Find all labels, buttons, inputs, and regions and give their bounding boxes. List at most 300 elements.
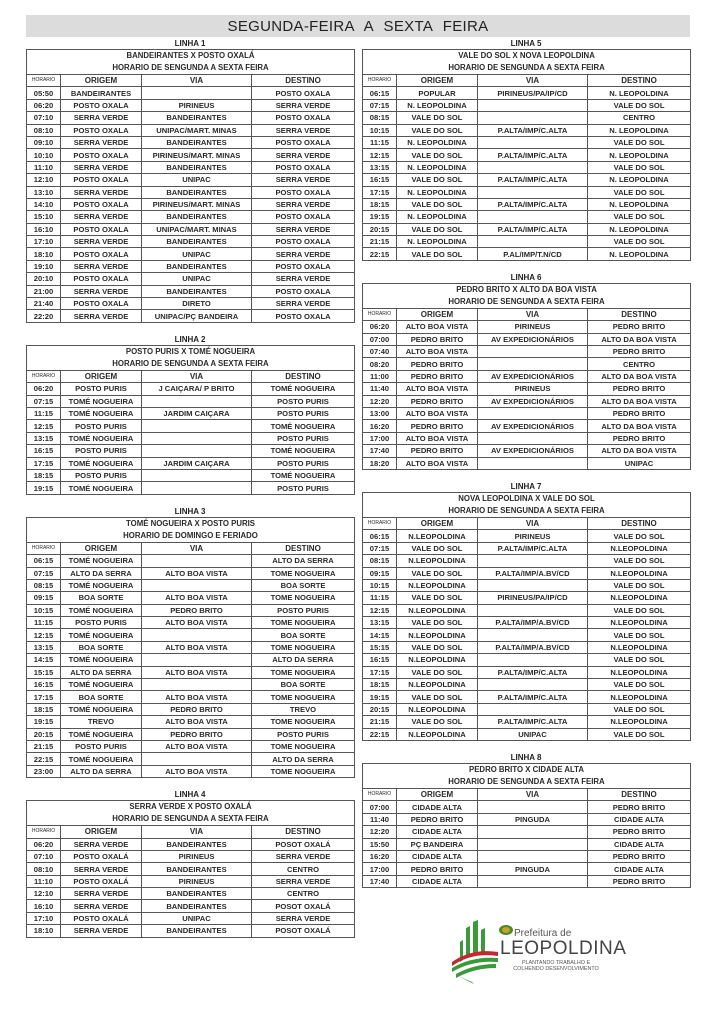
cell-horario: 16:15 xyxy=(363,654,397,666)
col-header-origem: ORIGEM xyxy=(61,370,142,382)
cell-origem: BOA SORTE xyxy=(61,691,142,703)
cell-via: J CAIÇARA/ P BRITO xyxy=(142,383,252,395)
cell-horario: 15:50 xyxy=(363,838,397,850)
cell-via: P.ALTA/IMP/A.BV/CD xyxy=(478,617,588,629)
cell-origem: ALTO DA SERRA xyxy=(61,765,142,777)
table-row xyxy=(27,186,355,198)
cell-origem: POPULAR xyxy=(397,87,478,99)
cell-horario: 11:40 xyxy=(363,813,397,825)
cell-via: AV EXPEDICIONÁRIOS xyxy=(478,333,588,345)
cell-destino: N.LEOPOLDINA xyxy=(588,666,691,678)
table-row xyxy=(363,99,691,111)
cell-destino: POSOT OXALÁ xyxy=(252,900,355,912)
cell-via xyxy=(478,236,588,248)
table-row xyxy=(363,813,691,825)
cell-via: ALTO BOA VISTA xyxy=(142,592,252,604)
linha-8-section xyxy=(362,752,690,888)
cell-destino: VALE DO SOL xyxy=(588,604,691,616)
table-row xyxy=(27,875,355,887)
cell-origem: POSTO PURIS xyxy=(61,383,142,395)
cell-horario: 16:15 xyxy=(363,174,397,186)
cell-destino: POSTO PURIS xyxy=(252,395,355,407)
cell-via: BANDEIRANTES xyxy=(142,161,252,173)
cell-origem: POSTO OXALA xyxy=(61,99,142,111)
cell-horario: 17:40 xyxy=(363,445,397,457)
cell-via: UNIPAC/MART. MINAS xyxy=(142,223,252,235)
cell-destino: CENTRO xyxy=(588,112,691,124)
linha-label: LINHA 4 xyxy=(174,790,206,800)
cell-via: BANDEIRANTES xyxy=(142,900,252,912)
cell-origem: POSTO PURIS xyxy=(61,740,142,752)
cell-horario: 11:15 xyxy=(27,617,61,629)
cell-horario: 17:15 xyxy=(363,186,397,198)
cell-horario: 16:10 xyxy=(27,223,61,235)
cell-destino: N. LEOPOLDINA xyxy=(588,248,691,260)
cell-destino: VALE DO SOL xyxy=(588,161,691,173)
table-row xyxy=(27,149,355,161)
schedule-period: HORARIO DE SENGUNDA A SEXTA FEIRA xyxy=(27,813,355,826)
cell-horario: 19:15 xyxy=(27,482,61,494)
cell-origem: TOMÉ NOGUEIRA xyxy=(61,629,142,641)
cell-horario: 17:10 xyxy=(27,236,61,248)
linha-label: LINHA 6 xyxy=(510,272,542,282)
cell-origem: POSTO OXALA xyxy=(61,248,142,260)
cell-via: PIRINEUS/PA/IP/CD xyxy=(478,592,588,604)
cell-origem: N.LEOPOLDINA xyxy=(397,579,478,591)
cell-destino: N.LEOPOLDINA xyxy=(588,716,691,728)
cell-destino: N. LEOPOLDINA xyxy=(588,223,691,235)
linha-label: LINHA 1 xyxy=(174,39,206,48)
schedule-table xyxy=(362,763,691,888)
col-header-destino: DESTINO xyxy=(252,542,355,554)
table-row xyxy=(27,236,355,248)
cell-destino: VALE DO SOL xyxy=(588,654,691,666)
cell-origem: SERRA VERDE xyxy=(61,211,142,223)
cell-horario: 06:20 xyxy=(27,383,61,395)
cell-origem: SERRA VERDE xyxy=(61,310,142,322)
table-row xyxy=(363,445,691,457)
cell-destino: ALTO DA BOA VISTA xyxy=(588,445,691,457)
cell-origem: ALTO BOA VISTA xyxy=(397,346,478,358)
cell-via xyxy=(478,358,588,370)
cell-via: ALTO BOA VISTA xyxy=(142,691,252,703)
cell-via xyxy=(142,679,252,691)
cell-horario: 08:20 xyxy=(363,358,397,370)
table-row xyxy=(27,604,355,616)
cell-via: ALTO BOA VISTA xyxy=(142,641,252,653)
cell-destino: SERRA VERDE xyxy=(252,198,355,210)
schedule-table xyxy=(26,800,355,938)
cell-origem: PEDRO BRITO xyxy=(397,370,478,382)
cell-via: ALTO BOA VISTA xyxy=(142,765,252,777)
cell-horario: 19:15 xyxy=(27,716,61,728)
col-header-via: VIA xyxy=(478,308,588,320)
cell-destino: N.LEOPOLDINA xyxy=(588,592,691,604)
cell-via: PEDRO BRITO xyxy=(142,728,252,740)
cell-horario: 18:10 xyxy=(27,925,61,937)
route-title: PEDRO BRITO X CIDADE ALTA xyxy=(363,763,691,776)
cell-via xyxy=(478,801,588,813)
cell-horario: 06:15 xyxy=(27,555,61,567)
cell-horario: 14:10 xyxy=(27,198,61,210)
table-row xyxy=(27,273,355,285)
cell-destino: SERRA VERDE xyxy=(252,912,355,924)
schedule-period: HORARIO DE SENGUNDA A SEXTA FEIRA xyxy=(363,62,691,75)
col-header-origem: ORIGEM xyxy=(61,826,142,838)
table-row xyxy=(363,555,691,567)
cell-origem: POSTO OXALA xyxy=(61,273,142,285)
cell-destino: VALE DO SOL xyxy=(588,99,691,111)
cell-destino: N. LEOPOLDINA xyxy=(588,124,691,136)
cell-via: AV EXPEDICIONÁRIOS xyxy=(478,420,588,432)
col-header-destino: DESTINO xyxy=(252,370,355,382)
table-row xyxy=(363,358,691,370)
cell-origem: TOMÉ NOGUEIRA xyxy=(61,679,142,691)
cell-origem: POSTO PURIS xyxy=(61,617,142,629)
cell-destino: TOME NOGUEIRA xyxy=(252,765,355,777)
col-header-horario: HORARIO xyxy=(27,542,61,554)
cell-origem: VALE DO SOL xyxy=(397,617,478,629)
linha-5-section xyxy=(362,38,690,261)
cell-horario: 07:40 xyxy=(363,346,397,358)
cell-destino: TOMÉ NOGUEIRA xyxy=(252,445,355,457)
cell-via: P.ALTA/IMP/C.ALTA xyxy=(478,198,588,210)
col-header-destino: DESTINO xyxy=(588,75,691,87)
cell-origem: TOMÉ NOGUEIRA xyxy=(61,395,142,407)
column-header-row xyxy=(363,517,691,529)
cell-via xyxy=(478,838,588,850)
cell-destino: TOME NOGUEIRA xyxy=(252,740,355,752)
cell-via xyxy=(478,703,588,715)
table-row xyxy=(363,370,691,382)
cell-destino: POSTO OXALA xyxy=(252,260,355,272)
cell-origem: POSTO PURIS xyxy=(61,445,142,457)
cell-via xyxy=(478,654,588,666)
cell-via: UNIPAC/MART. MINAS xyxy=(142,124,252,136)
table-row xyxy=(363,236,691,248)
cell-horario: 18:15 xyxy=(27,703,61,715)
cell-via: PIRINEUS xyxy=(478,530,588,542)
cell-horario: 15:15 xyxy=(27,666,61,678)
column-header-row xyxy=(27,542,355,554)
cell-horario: 07:10 xyxy=(27,850,61,862)
table-row xyxy=(363,826,691,838)
table-row xyxy=(363,542,691,554)
cell-destino: SERRA VERDE xyxy=(252,875,355,887)
cell-horario: 12:10 xyxy=(27,174,61,186)
table-row xyxy=(27,383,355,395)
linha-4-section xyxy=(26,789,354,938)
cell-destino: TOMÉ NOGUEIRA xyxy=(252,383,355,395)
cell-destino: ALTO DA BOA VISTA xyxy=(588,395,691,407)
cell-horario: 09:15 xyxy=(27,592,61,604)
cell-horario: 10:15 xyxy=(363,124,397,136)
table-row xyxy=(27,457,355,469)
right-column xyxy=(362,38,690,888)
cell-via xyxy=(142,432,252,444)
route-title: NOVA LEOPOLDINA X VALE DO SOL xyxy=(363,492,691,505)
table-row xyxy=(27,838,355,850)
cell-via: ALTO BOA VISTA xyxy=(142,740,252,752)
cell-destino: POSTO OXALA xyxy=(252,310,355,322)
cell-via xyxy=(478,161,588,173)
table-row xyxy=(363,149,691,161)
table-row xyxy=(27,728,355,740)
table-row xyxy=(363,124,691,136)
cell-horario: 23:00 xyxy=(27,765,61,777)
cell-origem: N. LEOPOLDINA xyxy=(397,99,478,111)
cell-via xyxy=(478,850,588,862)
cell-origem: SERRA VERDE xyxy=(61,863,142,875)
cell-destino: POSTO OXALA xyxy=(252,136,355,148)
cell-via: BANDEIRANTES xyxy=(142,260,252,272)
leopoldina-emblem-icon xyxy=(448,918,502,986)
table-row xyxy=(363,801,691,813)
cell-horario: 08:10 xyxy=(27,863,61,875)
prefeitura-logo xyxy=(448,918,627,986)
coat-of-arms-icon xyxy=(498,924,514,936)
column-header-row xyxy=(363,308,691,320)
table-row xyxy=(27,740,355,752)
cell-via: BANDEIRANTES xyxy=(142,236,252,248)
cell-horario: 20:15 xyxy=(363,223,397,235)
cell-destino: TOME NOGUEIRA xyxy=(252,666,355,678)
cell-via: BANDEIRANTES xyxy=(142,186,252,198)
cell-destino: CIDADE ALTA xyxy=(588,813,691,825)
cell-via: ALTO BOA VISTA xyxy=(142,567,252,579)
cell-destino: ALTO DA BOA VISTA xyxy=(588,370,691,382)
cell-horario: 19:15 xyxy=(363,691,397,703)
cell-horario: 19:15 xyxy=(363,211,397,223)
cell-origem: SERRA VERDE xyxy=(61,900,142,912)
table-row xyxy=(363,174,691,186)
cell-via: PIRINEUS/MART. MINAS xyxy=(142,149,252,161)
cell-origem: VALE DO SOL xyxy=(397,174,478,186)
cell-horario: 07:10 xyxy=(27,112,61,124)
cell-via: P.ALTA/IMP/A.BV/CD xyxy=(478,641,588,653)
cell-origem: SERRA VERDE xyxy=(61,838,142,850)
cell-destino: POSOT OXALÁ xyxy=(252,925,355,937)
table-row xyxy=(27,161,355,173)
cell-destino: POSTO PURIS xyxy=(252,604,355,616)
cell-horario: 11:10 xyxy=(27,161,61,173)
cell-destino: N.LEOPOLDINA xyxy=(588,542,691,554)
table-row xyxy=(27,87,355,99)
cell-destino: N. LEOPOLDINA xyxy=(588,198,691,210)
cell-origem: CIDADE ALTA xyxy=(397,826,478,838)
linha-label: LINHA 3 xyxy=(174,506,206,516)
table-row xyxy=(363,136,691,148)
route-title: TOMÉ NOGUEIRA X POSTO PURIS xyxy=(27,517,355,530)
table-row xyxy=(363,432,691,444)
cell-horario: 17:00 xyxy=(363,432,397,444)
table-row xyxy=(363,679,691,691)
table-row xyxy=(27,395,355,407)
cell-destino: PEDRO BRITO xyxy=(588,850,691,862)
cell-origem: N.LEOPOLDINA xyxy=(397,555,478,567)
cell-via xyxy=(142,469,252,481)
col-header-via: VIA xyxy=(142,826,252,838)
cell-via xyxy=(142,654,252,666)
cell-horario: 08:15 xyxy=(27,579,61,591)
cell-origem: N.LEOPOLDINA xyxy=(397,530,478,542)
cell-horario: 12:15 xyxy=(363,149,397,161)
cell-via xyxy=(478,875,588,887)
table-row xyxy=(363,654,691,666)
cell-destino: VALE DO SOL xyxy=(588,236,691,248)
table-row xyxy=(27,432,355,444)
cell-via: PIRINEUS xyxy=(142,875,252,887)
col-header-horario: HORARIO xyxy=(27,370,61,382)
schedule-table xyxy=(362,49,691,261)
table-row xyxy=(27,753,355,765)
cell-destino: ALTO DA SERRA xyxy=(252,753,355,765)
cell-via xyxy=(478,186,588,198)
cell-horario: 12:20 xyxy=(363,826,397,838)
cell-destino: N. LEOPOLDINA xyxy=(588,87,691,99)
cell-horario: 20:10 xyxy=(27,273,61,285)
col-header-destino: DESTINO xyxy=(588,308,691,320)
cell-destino: PEDRO BRITO xyxy=(588,407,691,419)
cell-via xyxy=(142,445,252,457)
cell-via: P.ALTA/IMP/C.ALTA xyxy=(478,149,588,161)
table-row xyxy=(27,641,355,653)
cell-via xyxy=(478,432,588,444)
cell-origem: SERRA VERDE xyxy=(61,136,142,148)
cell-origem: N.LEOPOLDINA xyxy=(397,654,478,666)
col-header-via: VIA xyxy=(142,370,252,382)
cell-via: UNIPAC xyxy=(142,912,252,924)
schedule-period: HORARIO DE SENGUNDA A SEXTA FEIRA xyxy=(363,505,691,518)
cell-destino: VALE DO SOL xyxy=(588,211,691,223)
table-row xyxy=(27,679,355,691)
cell-horario: 05:50 xyxy=(27,87,61,99)
cell-origem: TOMÉ NOGUEIRA xyxy=(61,604,142,616)
cell-origem: POSTO OXALÁ xyxy=(61,875,142,887)
cell-via: AV EXPEDICIONÁRIOS xyxy=(478,395,588,407)
cell-origem: N. LEOPOLDINA xyxy=(397,186,478,198)
table-row xyxy=(27,555,355,567)
cell-origem: PEDRO BRITO xyxy=(397,863,478,875)
cell-via xyxy=(478,457,588,469)
cell-via: PIRINEUS xyxy=(142,850,252,862)
table-row xyxy=(27,211,355,223)
cell-via: P.ALTA/IMP/C.ALTA xyxy=(478,174,588,186)
cell-horario: 07:15 xyxy=(363,99,397,111)
cell-origem: POSTO OXALA xyxy=(61,223,142,235)
cell-destino: SERRA VERDE xyxy=(252,850,355,862)
table-row xyxy=(363,383,691,395)
table-row xyxy=(363,875,691,887)
cell-horario: 22:15 xyxy=(363,728,397,740)
table-row xyxy=(363,617,691,629)
cell-via: PIRINEUS/MART. MINAS xyxy=(142,198,252,210)
cell-horario: 07:15 xyxy=(27,567,61,579)
table-row xyxy=(27,765,355,777)
cell-origem: ALTO DA SERRA xyxy=(61,567,142,579)
cell-horario: 12:15 xyxy=(27,629,61,641)
cell-horario: 22:15 xyxy=(27,753,61,765)
cell-destino: ALTO DA BOA VISTA xyxy=(588,333,691,345)
cell-horario: 21:15 xyxy=(363,716,397,728)
cell-horario: 17:15 xyxy=(363,666,397,678)
cell-origem: VALE DO SOL xyxy=(397,716,478,728)
cell-origem: N.LEOPOLDINA xyxy=(397,679,478,691)
cell-via: P.ALTA/IMP/A.BV/CD xyxy=(478,567,588,579)
col-header-horario: HORARIO xyxy=(27,826,61,838)
cell-via xyxy=(142,87,252,99)
cell-origem: VALE DO SOL xyxy=(397,198,478,210)
cell-horario: 07:00 xyxy=(363,333,397,345)
cell-horario: 12:15 xyxy=(363,604,397,616)
cell-destino: BOA SORTE xyxy=(252,679,355,691)
cell-via xyxy=(478,211,588,223)
table-row xyxy=(363,691,691,703)
col-header-horario: HORARIO xyxy=(363,788,397,800)
linha-label: LINHA 5 xyxy=(510,39,542,48)
cell-via: BANDEIRANTES xyxy=(142,136,252,148)
cell-destino: SERRA VERDE xyxy=(252,124,355,136)
cell-origem: PEDRO BRITO xyxy=(397,813,478,825)
cell-horario: 12:10 xyxy=(27,888,61,900)
route-title: POSTO PURIS X TOMÉ NOGUEIRA xyxy=(27,345,355,358)
cell-origem: BOA SORTE xyxy=(61,641,142,653)
cell-destino: POSTO PURIS xyxy=(252,728,355,740)
cell-horario: 12:20 xyxy=(363,395,397,407)
cell-destino: SERRA VERDE xyxy=(252,174,355,186)
table-row xyxy=(27,912,355,924)
schedule-table xyxy=(362,283,691,470)
linha-7-section xyxy=(362,481,690,741)
table-row xyxy=(27,198,355,210)
cell-destino: PEDRO BRITO xyxy=(588,432,691,444)
cell-via: P.ALTA/IMP/C.ALTA xyxy=(478,542,588,554)
cell-destino: SERRA VERDE xyxy=(252,248,355,260)
table-row xyxy=(27,900,355,912)
col-header-origem: ORIGEM xyxy=(397,517,478,529)
table-row xyxy=(27,99,355,111)
cell-destino: POSTO OXALA xyxy=(252,236,355,248)
cell-via: JARDIM CAIÇARA xyxy=(142,457,252,469)
table-row xyxy=(363,629,691,641)
cell-origem: BANDEIRANTES xyxy=(61,87,142,99)
col-header-destino: DESTINO xyxy=(252,826,355,838)
cell-via xyxy=(478,826,588,838)
cell-via: ALTO BOA VISTA xyxy=(142,617,252,629)
cell-via xyxy=(478,579,588,591)
cell-destino: POSTO PURIS xyxy=(252,407,355,419)
cell-horario: 12:15 xyxy=(27,420,61,432)
cell-destino: SERRA VERDE xyxy=(252,149,355,161)
cell-origem: ALTO BOA VISTA xyxy=(397,321,478,333)
cell-origem: VALE DO SOL xyxy=(397,124,478,136)
cell-destino: TREVO xyxy=(252,703,355,715)
cell-destino: N.LEOPOLDINA xyxy=(588,641,691,653)
cell-origem: N.LEOPOLDINA xyxy=(397,629,478,641)
table-row xyxy=(363,666,691,678)
cell-destino: N. LEOPOLDINA xyxy=(588,174,691,186)
cell-destino: TOME NOGUEIRA xyxy=(252,592,355,604)
cell-via xyxy=(142,420,252,432)
table-row xyxy=(27,654,355,666)
cell-via: JARDIM CAIÇARA xyxy=(142,407,252,419)
cell-origem: VALE DO SOL xyxy=(397,112,478,124)
table-row xyxy=(27,850,355,862)
cell-origem: ALTO BOA VISTA xyxy=(397,457,478,469)
table-row xyxy=(27,469,355,481)
cell-destino: ALTO DA SERRA xyxy=(252,555,355,567)
cell-origem: POSTO OXALÁ xyxy=(61,850,142,862)
